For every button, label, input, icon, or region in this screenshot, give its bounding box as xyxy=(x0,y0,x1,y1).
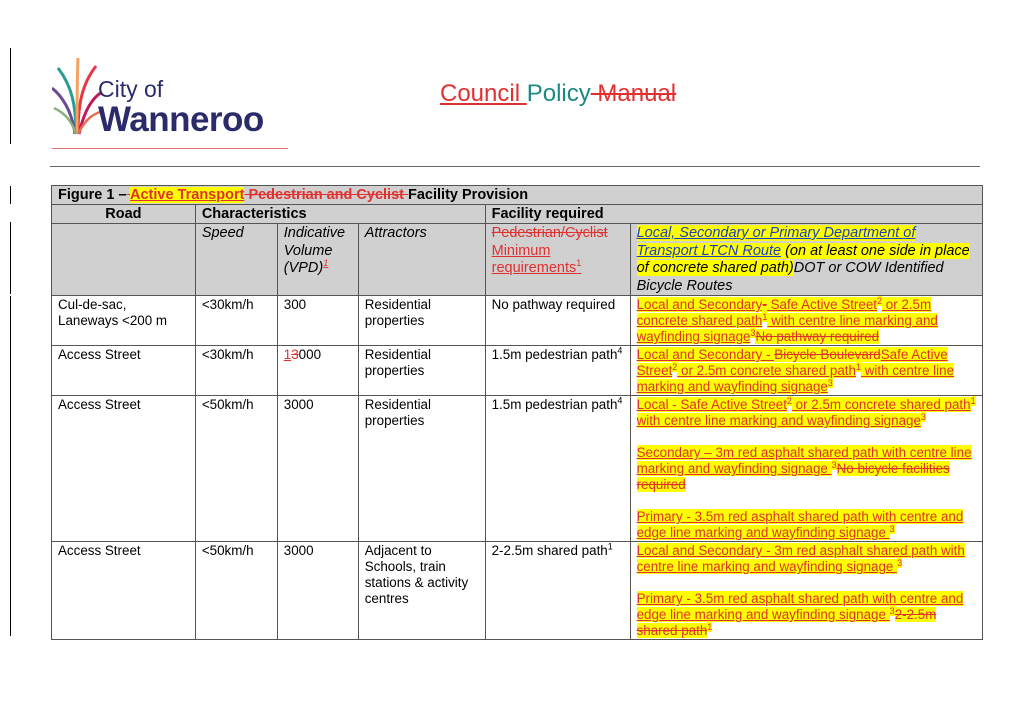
figure-caption: Figure 1 – Active Transport Pedestrian and Cyclist Facility Provision xyxy=(52,186,983,205)
cell-local-secondary-primary xyxy=(630,396,982,542)
cell-local-secondary-primary xyxy=(630,542,982,640)
page-title xyxy=(440,80,676,108)
cell-road: Cul-de-sac, Laneways <200 m xyxy=(52,296,196,346)
table-row xyxy=(52,296,983,346)
header-divider xyxy=(50,166,980,167)
subheader-pedestrian: Pedestrian/Cyclist Minimum requirements$^1$ xyxy=(485,224,630,296)
cell-facility: 1.5m pedestrian path$^4$ xyxy=(485,396,630,542)
table-row xyxy=(52,542,983,640)
cell-attractors: Adjacent to Schools, train stations & activity centres xyxy=(358,542,485,640)
change-bar xyxy=(10,48,11,144)
cell-facility: 2-2.5m shared path$^1$ xyxy=(485,542,630,640)
figure-caption-row xyxy=(52,186,983,205)
subheader-row xyxy=(52,224,983,296)
change-bar xyxy=(10,296,11,636)
subheader-attractors: Attractors xyxy=(358,224,485,296)
logo-mark-icon xyxy=(52,56,102,136)
title-inserted: Council xyxy=(440,80,527,107)
logo-underline xyxy=(52,148,288,149)
caption-deleted: Pedestrian and Cyclist xyxy=(244,187,409,203)
table-row xyxy=(52,396,983,542)
logo-text-city-of: City of xyxy=(98,76,164,102)
subheader-speed: Speed xyxy=(195,224,277,296)
cell-speed: <50km/h xyxy=(195,396,277,542)
cell-volume: 3000 xyxy=(277,542,358,640)
cell-volume: 13000 xyxy=(277,346,358,396)
cell-road: Access Street xyxy=(52,346,196,396)
facility-provision-table xyxy=(51,185,983,640)
cell-speed: <30km/h xyxy=(195,296,277,346)
cell-facility: No pathway required xyxy=(485,296,630,346)
subheader-local-secondary-primary: Local, Secondary or Primary Department of Transport LTCN Route (on at least one side in place of concrete shared path)DOT or COW Identified Bicycle Routes xyxy=(630,224,982,296)
change-bar xyxy=(10,222,11,294)
subheader-volume: Indicative Volume (VPD)$^1$ xyxy=(277,224,358,296)
local-paragraph: Local - Safe Active Street$^2$ or 2.5m concrete shared path$^1$ with centre line marking and wayfinding signage$^3$ xyxy=(636,395,976,428)
cell-volume: 3000 xyxy=(277,396,358,542)
cell-speed: <30km/h xyxy=(195,346,277,396)
logo-text-wanneroo: Wanneroo xyxy=(98,100,264,139)
local-secondary-paragraph: Local and Secondary - 3m red asphalt shared path with centre line marking and wayfinding signage $^3$ xyxy=(636,543,965,574)
header-characteristics: Characteristics xyxy=(195,205,485,224)
cell-local-secondary-primary: Local and Secondary- Safe Active Street$^2$ or 2.5m concrete shared path$^1$ with centre line marking and wayfinding signage$^3$No pathway required xyxy=(630,296,982,346)
caption-inserted: Active Transport xyxy=(130,187,245,203)
title-policy: Policy xyxy=(526,80,591,107)
city-of-wanneroo-logo xyxy=(52,52,292,152)
cell-attractors: Residential properties xyxy=(358,396,485,542)
secondary-paragraph: Secondary – 3m red asphalt shared path with centre line marking and wayfinding signage $^3$No bicycle facilities required xyxy=(636,445,972,492)
cell-volume: 300 xyxy=(277,296,358,346)
cell-attractors: Residential properties xyxy=(358,346,485,396)
header-road: Road xyxy=(52,205,196,224)
cell-local-secondary-primary: Local and Secondary - Bicycle BoulevardSafe Active Street$^2$ or 2.5m concrete shared path$^1$ with centre line marking and wayfinding signage$^3$ xyxy=(630,346,982,396)
header-facility-required: Facility required xyxy=(485,205,982,224)
cell-speed: <50km/h xyxy=(195,542,277,640)
cell-road: Access Street xyxy=(52,396,196,542)
table-row xyxy=(52,346,983,396)
primary-paragraph: Primary - 3.5m red asphalt shared path with centre and edge line marking and wayfinding signage $^3$2-2.5m shared path$^1$ xyxy=(636,591,964,638)
primary-paragraph: Primary - 3.5m red asphalt shared path with centre and edge line marking and wayfinding signage $^3$ xyxy=(636,509,964,540)
title-deleted: Manual xyxy=(590,80,677,107)
cell-attractors: Residential properties xyxy=(358,296,485,346)
cell-road: Access Street xyxy=(52,542,196,640)
subheader-blank xyxy=(52,224,196,296)
change-bar xyxy=(10,186,11,204)
cell-facility: 1.5m pedestrian path$^4$ xyxy=(485,346,630,396)
header-row xyxy=(52,205,983,224)
